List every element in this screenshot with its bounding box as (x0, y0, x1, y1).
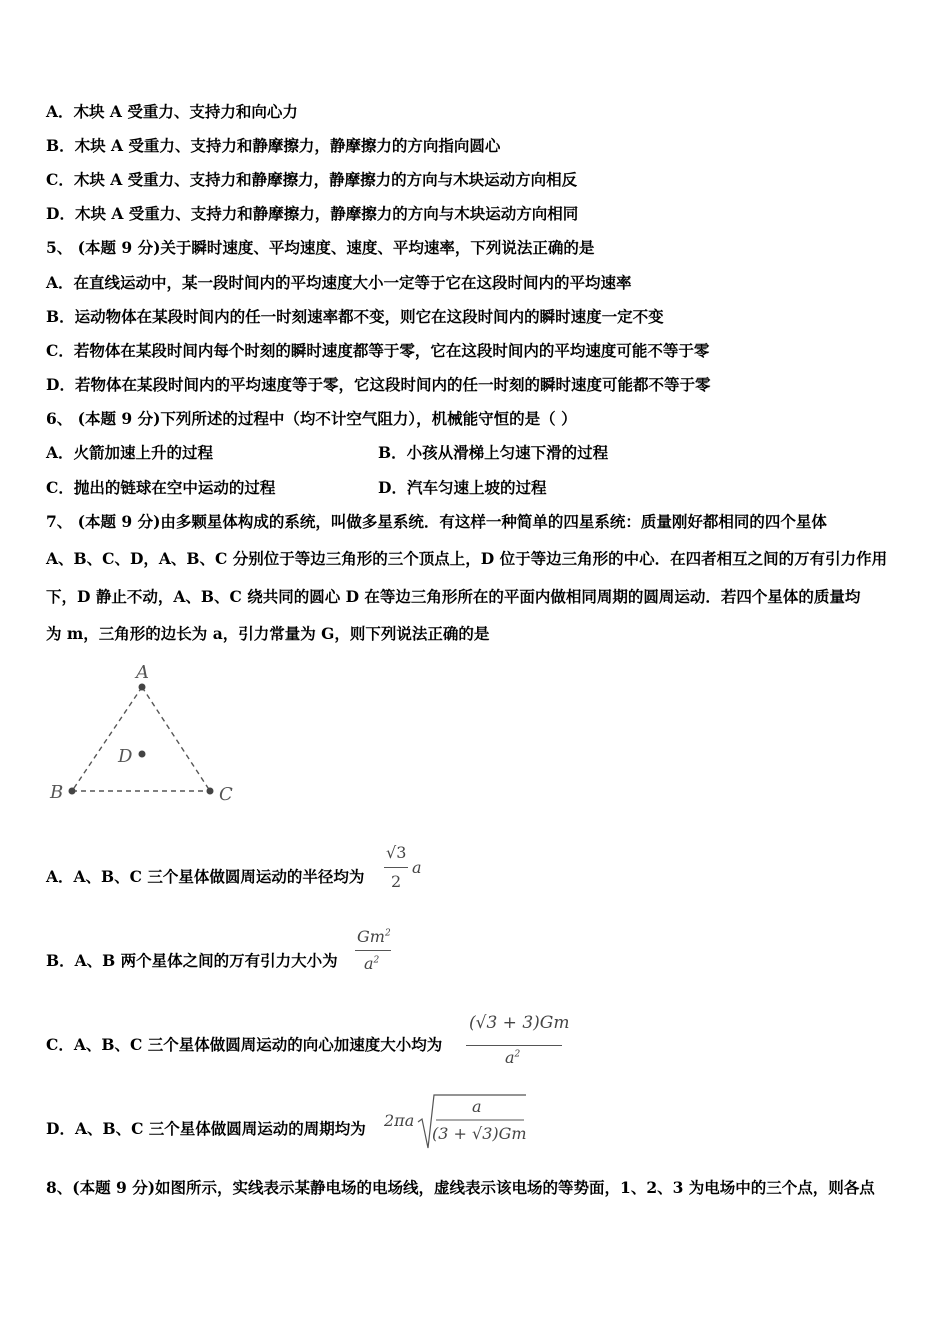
q6-option-a: A．火箭加速上升的过程 (46, 443, 214, 462)
q7-stem-line-1: 7、 (本题 9 分)由多颗星体构成的系统，叫做多星系统．有这样一种简单的四星系统：质量刚好都相同的四个星体 (46, 512, 827, 531)
q7-option-a: A．A、B、C 三个星体做圆周运动的半径均为 (46, 867, 365, 886)
formula-c-den-text: a (505, 1048, 515, 1067)
q4-option-c: C．木块 A 受重力、支持力和静摩擦力，静摩擦力的方向与木块运动方向相反 (46, 170, 578, 189)
q7-option-c: C．A、B、C 三个星体做圆周运动的向心加速度大小均为 (46, 1035, 443, 1054)
formula-a-den: 2 (391, 872, 402, 891)
q6-option-c: C．抛出的链球在空中运动的过程 (46, 478, 276, 497)
q7-stem-line-3: 下，D 静止不动，A、B、C 绕共同的圆心 D 在等边三角形所在的平面内做相同周期的圆周运动．若四个星体的质量均 (46, 587, 861, 606)
q7-option-d: D．A、B、C 三个星体做圆周运动的周期均为 (46, 1119, 366, 1138)
formula-c-num: (√3 + 3)Gm (469, 1013, 570, 1033)
q5-option-b: B．运动物体在某段时间内的任一时刻速率都不变，则它在这段时间内的瞬时速度一定不变 (46, 307, 664, 326)
formula-b-num-exp: 2 (384, 928, 391, 939)
formula-d-den: (3 + √3)Gm (432, 1124, 527, 1143)
formula-c-den-exp: 2 (514, 1049, 521, 1060)
formula-d-num: a (472, 1097, 482, 1116)
formula-b-num-text: Gm (357, 927, 385, 946)
q7-triangle-figure (40, 658, 260, 808)
q5-option-d: D．若物体在某段时间内的平均速度等于零，它这段时间内的任一时刻的瞬时速度可能都不等于零 (46, 375, 711, 394)
formula-c-bar (466, 1045, 562, 1046)
q6-option-b: B．小孩从滑梯上匀速下滑的过程 (378, 443, 609, 462)
q6-option-d: D．汽车匀速上坡的过程 (378, 478, 547, 497)
q4-option-b: B．木块 A 受重力、支持力和静摩擦力，静摩擦力的方向指向圆心 (46, 136, 501, 155)
formula-b-bar (355, 950, 391, 951)
label-c: C (219, 784, 233, 805)
formula-c-den (505, 1048, 520, 1067)
q7-stem-line-4: 为 m，三角形的边长为 a，引力常量为 G，则下列说法正确的是 (46, 624, 490, 643)
q5-stem: 5、 (本题 9 分)关于瞬时速度、平均速度、速度、平均速率，下列说法正确的是 (46, 238, 595, 257)
formula-b-num (357, 927, 391, 946)
label-a: A (136, 662, 149, 683)
q7-stem-line-2: A、B、C、D，A、B、C 分别位于等边三角形的三个顶点上，D 位于等边三角形的中心．在四者相互之间的万有引力作用 (46, 549, 888, 568)
point-d (139, 751, 146, 758)
formula-a-tail: a (412, 858, 422, 877)
q4-option-d: D．木块 A 受重力、支持力和静摩擦力，静摩擦力的方向与木块运动方向相同 (46, 204, 579, 223)
q6-stem: 6、 (本题 9 分)下列所述的过程中（均不计空气阻力），机械能守恒的是（ ） (46, 409, 577, 428)
q8-stem: 8、(本题 9 分)如图所示，实线表示某静电场的电场线，虚线表示该电场的等势面，1、2、3 为电场中的三个点，则各点 (46, 1178, 875, 1197)
q5-option-a: A．在直线运动中，某一段时间内的平均速度大小一定等于它在这段时间内的平均速率 (46, 273, 632, 292)
label-d: D (118, 746, 133, 767)
formula-b-den-text: a (364, 954, 374, 973)
q7-option-b: B．A、B 两个星体之间的万有引力大小为 (46, 951, 338, 970)
label-b: B (50, 782, 64, 803)
q5-option-c: C．若物体在某段时间内每个时刻的瞬时速度都等于零，它在这段时间内的平均速度可能不等于零 (46, 341, 710, 360)
point-b (69, 788, 76, 795)
q4-option-a: A．木块 A 受重力、支持力和向心力 (46, 102, 298, 121)
formula-a-bar (384, 867, 408, 868)
formula-b-den (364, 954, 379, 973)
point-a (139, 684, 146, 691)
formula-a-num: √3 (386, 843, 407, 862)
formula-b-den-exp: 2 (373, 955, 380, 966)
formula-d-pre: 2πa (384, 1111, 415, 1130)
point-c (207, 788, 214, 795)
